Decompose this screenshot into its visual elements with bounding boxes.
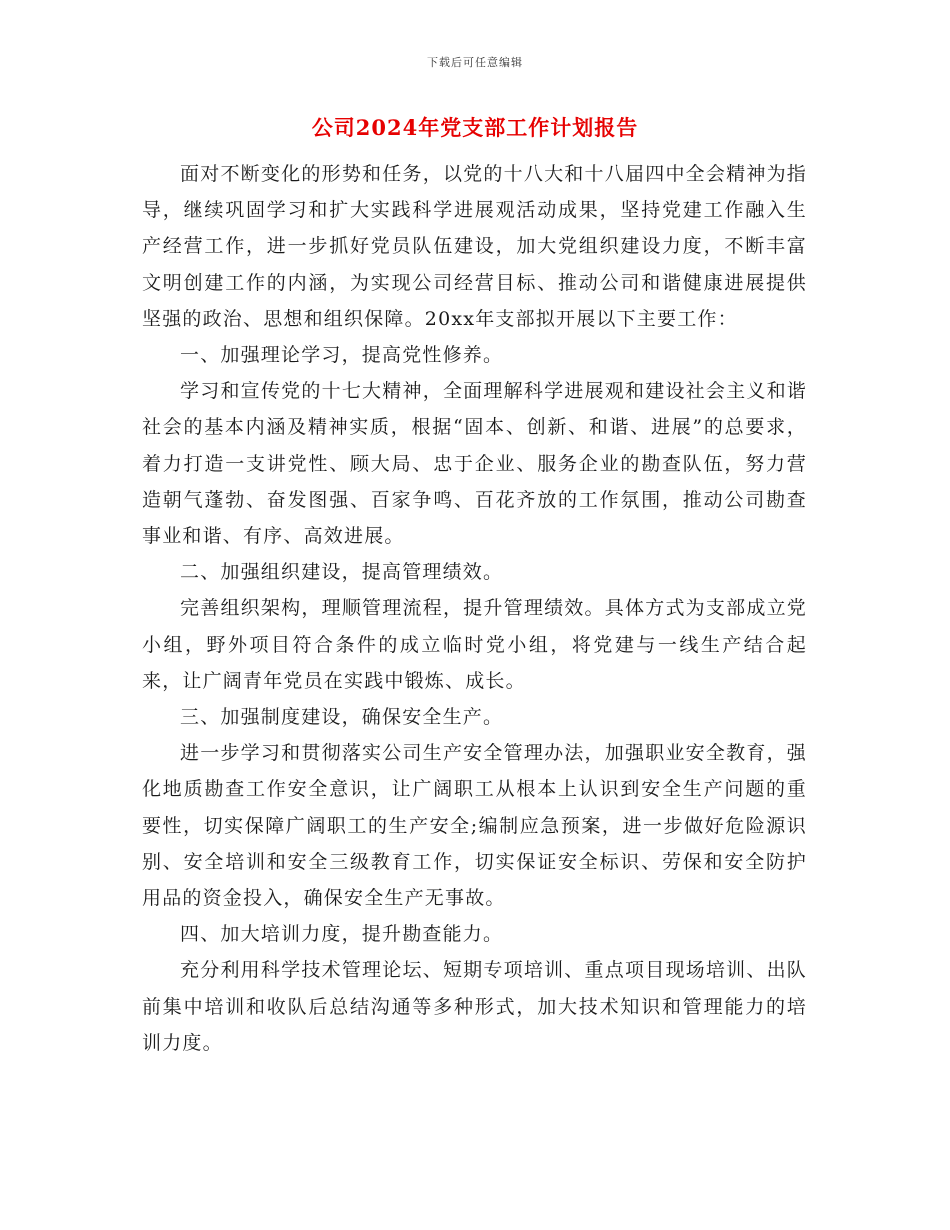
section-heading-2: 二、加强组织建设，提高管理绩效。 xyxy=(180,561,504,584)
section-heading-1: 一、加强理论学习，提高党性修养。 xyxy=(180,344,504,367)
document-title: 公司2024年党支部工作计划报告 xyxy=(311,115,639,140)
paragraph-intro: 面对不断变化的形势和任务，以党的十八大和十八届四中全会精神为指导，继续巩固学习和扩大实践科学进展观活动成果，坚持党建工作融入生产经营工作，进一步抓好党员队伍建设，加大党组织建设力度，不断丰富文明创建工作的内涵，为实现公司经营目标、推动公司和谐健康进展提供坚强的政治、思想和组织保障。20xx年支部拟开展以下主要工作： xyxy=(142,163,807,330)
header-note: 下载后可任意编辑 xyxy=(427,56,523,69)
paragraph-section-4: 充分利用科学技术管理论坛、短期专项培训、重点项目现场培训、出队前集中培训和收队后总结沟通等多种形式，加大技术知识和管理能力的培训力度。 xyxy=(142,959,807,1054)
document-body xyxy=(142,156,807,1061)
section-heading-4: 四、加大培训力度，提升勘查能力。 xyxy=(180,923,504,946)
paragraph-section-2: 完善组织架构，理顺管理流程，提升管理绩效。具体方式为支部成立党小组，野外项目符合条件的成立临时党小组，将党建与一线生产结合起来，让广阔青年党员在实践中锻炼、成长。 xyxy=(142,597,807,692)
section-heading-3: 三、加强制度建设，确保安全生产。 xyxy=(180,706,504,729)
paragraph-section-3: 进一步学习和贯彻落实公司生产安全管理办法，加强职业安全教育，强化地质勘查工作安全意识，让广阔职工从根本上认识到安全生产问题的重要性，切实保障广阔职工的生产安全;编制应急预案，进一步做好危险源识别、安全培训和安全三级教育工作，切实保证安全标识、劳保和安全防护用品的资金投入，确保安全生产无事故。 xyxy=(142,742,807,910)
paragraph-section-1: 学习和宣传党的十七大精神，全面理解科学进展观和建设社会主义和谐社会的基本内涵及精神实质，根据“固本、创新、和谐、进展”的总要求，着力打造一支讲党性、顾大局、忠于企业、服务企业的勘查队伍，努力营造朝气蓬勃、奋发图强、百家争鸣、百花齐放的工作氛围，推动公司勘查事业和谐、有序、高效进展。 xyxy=(142,380,807,548)
